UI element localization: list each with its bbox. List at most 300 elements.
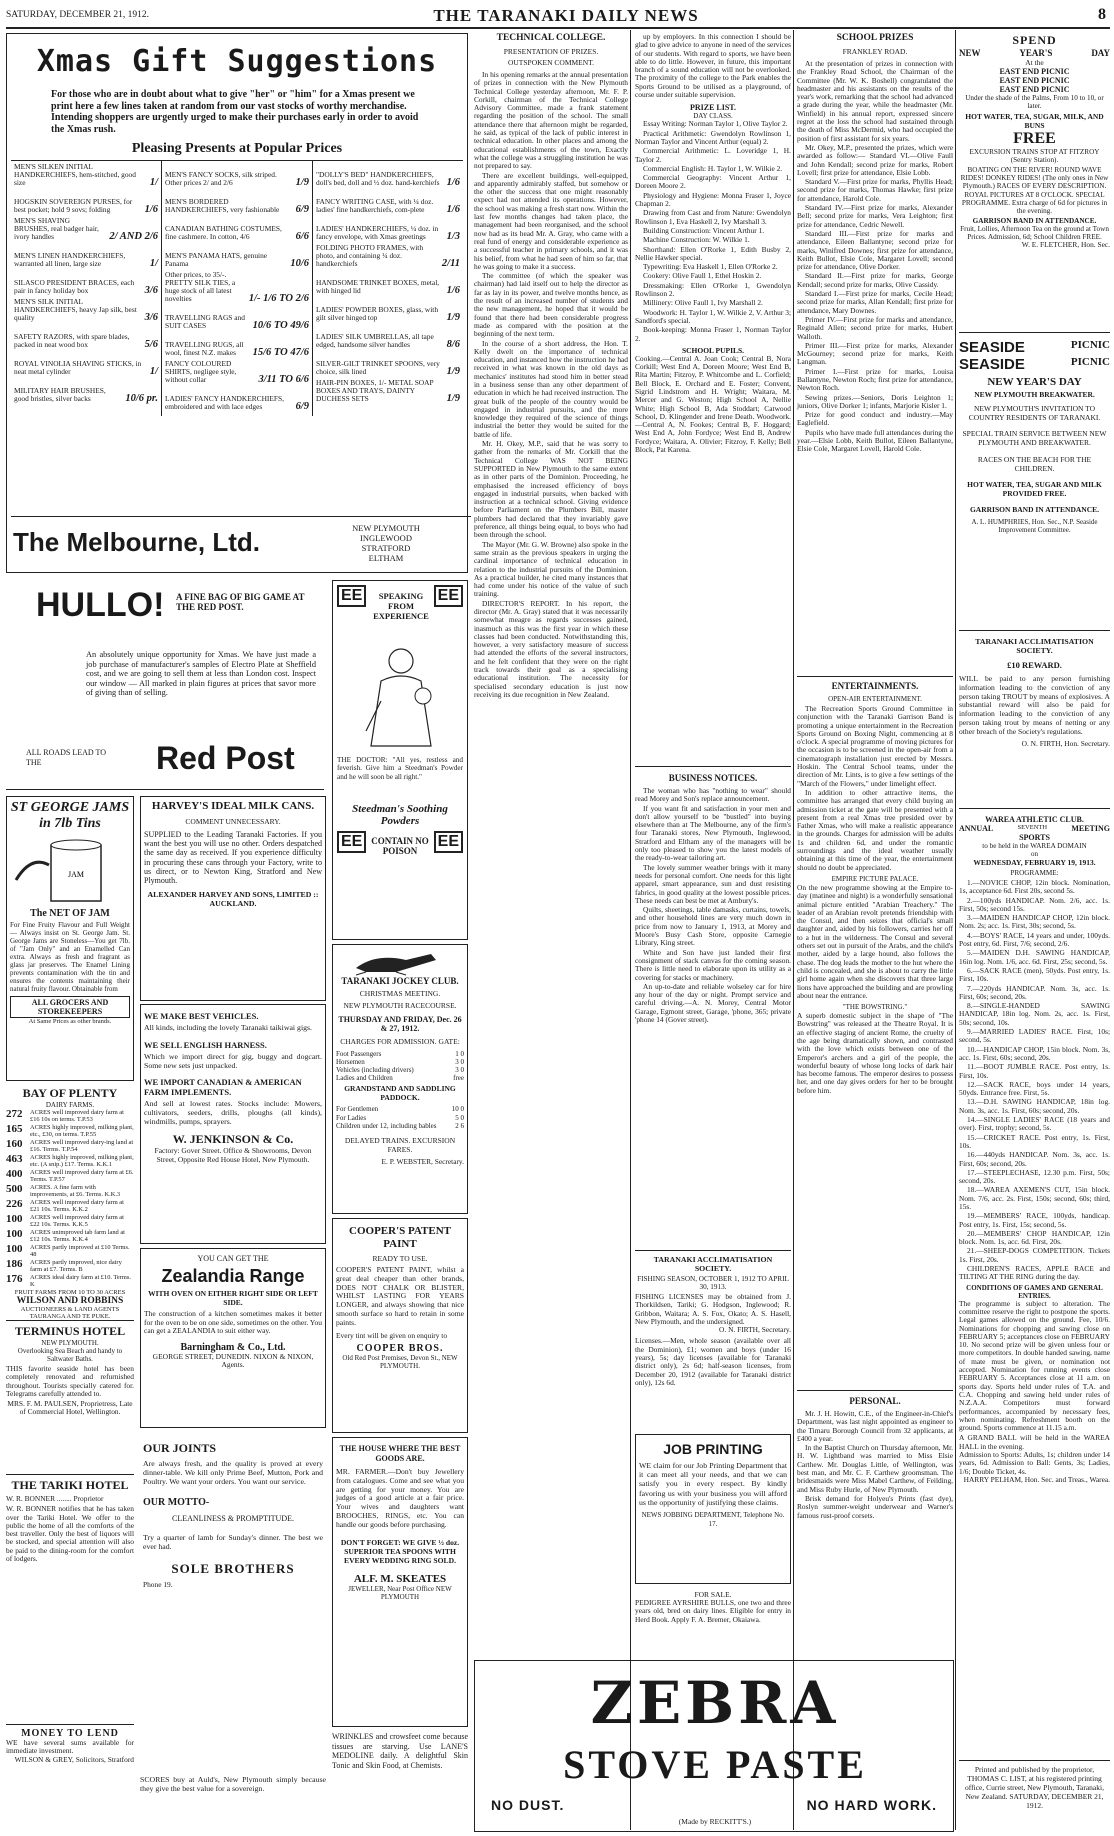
paragraph: Building Construction: Vincent Arthur 1. [643, 225, 765, 235]
town: ELTHAM [368, 553, 404, 563]
for-sale-title: FOR SALE. [694, 1590, 732, 1599]
spend-para: BOATING ON THE RIVER! ROUND WAVE RIDES! DONKEY RIDES! (The only ones in New Plymouth.) RACES OF EVERY DESCRIPTION. ROYAL PICTURES AT 8 O'CLOCK. SPECIAL PROGRAMME. Extra charge of 6d for pictures in the evening. [960, 166, 1109, 216]
gift-price: 1/9 [446, 312, 460, 323]
bop-desc: ACRES well improved dairy-ing land at £16. Terms. T.P.54 [30, 1139, 134, 1153]
bay-of-plenty-ad [6, 1086, 134, 1320]
jam-tin-illustration [11, 835, 129, 905]
bop-desc: ACRES highly improved, milking plant, etc., £30, on terms. T.P.55 [30, 1124, 134, 1138]
empire-heading: EMPIRE PICTURE PALACE. [831, 874, 919, 883]
gift-item [14, 298, 158, 322]
bop-title: BAY OF PLENTY [22, 1086, 118, 1100]
zebra-made: (Made by RECKITT'S.) [678, 1817, 752, 1826]
xmas-item-grid [11, 160, 463, 416]
gift-description: LADIES' SILK UMBRELLAS, all tape edged, handsome silver handles [316, 332, 434, 349]
gift-price: 5/6 [144, 339, 158, 350]
gift-item [165, 190, 309, 214]
gift-price: 1/6 [446, 204, 460, 215]
gift-item [14, 163, 158, 187]
bop-row [6, 1274, 134, 1288]
skeates-name: ALF. M. SKEATES [353, 1572, 447, 1585]
gift-item [316, 190, 460, 214]
spend-sig: W. E. FLETCHER, Hon. Sec. [1021, 240, 1110, 250]
acclimatisation-reward-ad [959, 634, 1110, 809]
zealandia-title: Zealandia Range [161, 1266, 305, 1286]
business-body [635, 787, 791, 1024]
warea-sports: SPORTS [1019, 833, 1050, 842]
accl1-title: TARANAKI ACCLIMATISATION SOCIETY. [653, 1255, 773, 1273]
paragraph: Commercial Arithmetic: L. Loveridge 1, H. Taylor 2. [635, 146, 791, 164]
warea-adm: Admission to Sports: Adults, 1s; children under 14 years, 6d. Admission to Ball: Gents, 3s; Ladies, 1/6; Double Ticket, 4s. [959, 1450, 1110, 1476]
charge-row [336, 1058, 464, 1066]
bop-row [6, 1199, 134, 1213]
picnic-line: EAST END PICNIC [999, 85, 1070, 94]
warea-annual: ANNUAL [959, 824, 994, 833]
paragraph: Commercial English: H. Taylor 1, W. Wilkie 2. [643, 163, 783, 173]
bop-row [6, 1169, 134, 1183]
bop-acres: 500 [6, 1183, 23, 1195]
jenkinson-ad [140, 1004, 326, 1244]
racehorse-illustration [336, 948, 464, 976]
tech-body [474, 71, 628, 699]
skeates-body: MR. FARMER.—Don't buy Jewellery from catalogues. Come and see what you are getting for your money. You are judges of a good article at a fair price. Your wives and daughters want BROOCHES, RINGS, etc. You can handle our goods before purchasing. [336, 1467, 464, 1529]
warea-programme [959, 879, 1110, 1282]
prize-title: PRIZE LIST. [689, 103, 737, 113]
gift-price: 1/9 [295, 177, 309, 188]
paragraph: The lovely summer weather brings with it many needs for personal comfort. One needs for this light apparel, smart appearance, sun and dust resisting fabrics, in good quality at the lowest possible prices. These needs can best be met at Ambury's. [635, 862, 791, 905]
zebra-name: ZEBRA [590, 1669, 840, 1737]
gift-price: 1/ [149, 258, 158, 269]
bop-list [6, 1109, 134, 1288]
ee-logo: EE [337, 831, 366, 853]
gift-description: FANCY COLOURED SHIRTS, negligee style, without collar [165, 359, 237, 384]
svg-text:JAM: JAM [67, 870, 85, 879]
gift-item [165, 387, 309, 411]
xmas-title: Xmas Gift Suggestions [36, 44, 438, 79]
paragraph: 11.—BOOT JUMBLE RACE. Post entry, 1s. First, 10s. [959, 1062, 1110, 1080]
seaside-year: NEW YEAR'S DAY [987, 376, 1082, 388]
gift-item [316, 163, 460, 187]
zebra-no-hard-work: NO HARD WORK. [806, 1797, 937, 1813]
paragraph: Cookery: Olive Faull 1, Ethel Hoskin 2. [643, 271, 762, 281]
warea-date: WEDNESDAY, FEBRUARY 19, 1913. [973, 858, 1096, 867]
paragraph: 8.—SINGLE-HANDED SAWING HANDICAP, 18in log. Nom. 2s, acc. 1s. First, 50s; second, 10s. [959, 1001, 1110, 1027]
bop-acres: 100 [6, 1213, 23, 1225]
gift-item [165, 217, 309, 241]
gift-description: "DOLLY'S BED" HANDKERCHIEFS, doll's bed, doll and ½ doz. hand-kerchiefs [316, 170, 440, 187]
charge-row [336, 1114, 464, 1122]
paragraph: Standard V.—First prize for marks, Phyllis Head; second prize for marks, Thomas Hawke; first prize for attendance, Harold Cole. [797, 177, 953, 203]
jam-title: ST GEORGE JAMS in 7lb Tins [10, 800, 130, 831]
jockey-charges: CHARGES FOR ADMISSION. GATE: [340, 1037, 460, 1046]
joints-title: OUR JOINTS [143, 1441, 217, 1455]
column-rule [955, 30, 956, 1830]
jenkinson-body3: And sell at lowest rates. Stocks include: Mowers, cultivators, seeders, drills, ploughs (all kinds), windmills, pumps, sprayers. [144, 1099, 322, 1126]
seaside-row [959, 339, 1110, 356]
jam-sub: At Same Prices as other brands. [28, 1018, 112, 1025]
charge-label: For Ladies [336, 1113, 367, 1122]
bop-acres: 100 [6, 1243, 23, 1255]
masthead-rule [6, 27, 1110, 29]
gift-price: 10/6 TO 49/6 [252, 320, 309, 331]
page-number: 8 [1098, 6, 1106, 23]
tariki-title: THE TARIKI HOTEL [11, 1478, 129, 1492]
bop-acres: 100 [6, 1228, 23, 1240]
paragraph: 17.—STEEPLECHASE, 12.30 p.m. First, 50s; second, 20s. [959, 1167, 1110, 1186]
gift-item [14, 325, 158, 349]
jam-net: The NET OF JAM [30, 908, 110, 919]
charge-amount: 5 0 [455, 1113, 464, 1122]
paragraph: The Mayor (Mr. G. W. Browne) also spoke in the same strain as the previous speakers in urging the cardinal importance of technical education in relation to the industrial pursuits of the Dominion. As a practical builder, he cited many instances that had come under his notice of the value of such training. [474, 539, 628, 599]
jenkinson-line2: WE SELL ENGLISH HARNESS. [144, 1040, 267, 1050]
bop-acres: 272 [6, 1108, 23, 1120]
paragraph: At the presentation of prizes in connection with the Frankley Road School, the Chairman of the Committee (Mr. W. K. Boshell) congratulated the headmaster and his assistants on the results of the year's work, remarking that the school had advanced a grade during the year, while the headmaster (Mr. Winfield) in his annual report, expressed sincere regret at the loss the school had sustained through the death of Miss McDermid, who had occupied the position of first assistant for six years. [797, 59, 953, 143]
jenkinson-addr: Factory: Gover Street. Office & Showrooms, Devon Street, Opposite Red House Hotel, New Plymouth. [154, 1146, 312, 1164]
red-post-ad [6, 580, 324, 790]
paragraph: 12.—SACK RACE, boys under 14 years, 50yds. Entrance free. First, 5s. [959, 1079, 1110, 1098]
town: INGLEWOOD [360, 533, 412, 543]
gift-description: SAFETY RAZORS, with spare blades, packed in neat wood box [14, 332, 130, 349]
spend-under: Under the shade of the Palms, From 10 to 10, or later. [965, 94, 1104, 110]
spend-excursion: EXCURSION TRAINS STOP AT FITZROY (Sentry Station). [969, 148, 1100, 164]
gift-description: CANADIAN BATHING COSTUMES, fine cashmere. In cotton, 4/6 [165, 224, 282, 241]
prize-day: DAY CLASS. [693, 112, 733, 121]
ent-title: ENTERTAINMENTS. [831, 681, 919, 691]
accl2-reward: £10 REWARD. [1007, 660, 1062, 670]
for-sale-ad [635, 1588, 791, 1658]
paragraph: Mr. Okey, M.P., presented the prizes, which were awarded as follow:— Standard VI.—Olive Faull and John Kendall; second prize for marks, Robert Lovell; first prize for attendance, Elsie Lobb. [797, 142, 953, 177]
joints-try: Try a quarter of lamb for Sunday's dinner. The best we ever had. [143, 1532, 323, 1551]
town: STRATFORD [361, 543, 411, 553]
gift-item [165, 333, 309, 357]
tech-sub: PRESENTATION OF PRIZES. [503, 47, 599, 56]
bop-row [6, 1124, 134, 1138]
paragraph: Mr. H. Okey, M.P., said that he was sorry to gather from the remarks of Mr. Corkill that the Technical College WAS NOT BEING SUPPORTED in New Plymouth to the same extent as in other parts of the Dominion. Proceeding, he emphasised the increased efficiency of boys engaged in industrial pursuits, when backed with instruction at a technical school. Giving evidence before Parliament on the Plumbers Bill, master plumbers had declared that they invariably gave preference, all things being equal, to boys who had been through the school. [474, 439, 628, 540]
town: NEW PLYMOUTH [352, 523, 420, 533]
spend-day: DAY [1091, 48, 1110, 58]
harvey-title: HARVEY'S IDEAL MILK CANS. [151, 800, 315, 812]
accl2-title: TARANAKI ACCLIMATISATION SOCIETY. [975, 637, 1094, 655]
warea-on: on [1031, 850, 1038, 858]
zealandia-addr: GEORGE STREET, DUNEDIN. NIXON & NIXON, Agents. [152, 1351, 314, 1370]
charge-label: Children under 12, including bables [336, 1121, 437, 1130]
gift-description: MEN'S LINEN HANDKERCHIEFS, warranted all linen, large size [14, 251, 126, 268]
picnic-line: EAST END PICNIC [999, 76, 1070, 85]
jenkinson-line1: WE MAKE BEST VEHICLES. [144, 1011, 259, 1021]
paragraph: DIRECTOR'S REPORT. In his report, the director (Mr. A. Gray) stated that it was necessarily somewhat meagre as regards successes gained, inasmuch as this was the first year in which these classes had been conducted. Notwithstanding this, however, a very satisfactory measure of success had attended the efforts of the several instructors, and he felt confident that they were on the right track towards their goal as a specialising educational institution. The necessity for specialised secondary education is just now receiving its due recognition in New Zealand. [474, 598, 628, 699]
jam-body: For Fine Fruity Flavour and Full Weight — Always insist on St. George Jam. St. George Jams are Stoneless—You get 7lb. of "Jam Only" and an Enamelled Can extra. Always as fresh and fragrant as glass jar preserves. The Enamel Lining prevents contamination with the tin and ensures the contents maintaining their natural fruity flavour. Obtainable from [10, 921, 130, 993]
bop-desc: ACRES well improved dairy farm at £16 10s on terms. T.P.53 [30, 1109, 124, 1123]
skeates-forget: DON'T FORGET: WE GIVE ½ doz. SUPERIOR TEA SPOONS WITH EVERY WEDDING RING SOLD. [340, 1537, 460, 1565]
paragraph: Prize for good conduct and industry.—May Eaglefield. [797, 410, 953, 428]
gift-description: FOLDING PHOTO FRAMES, with photo, and containing ¼ doz. handkerchiefs [316, 243, 424, 268]
bop-acres: 176 [6, 1273, 23, 1285]
our-joints-ad [140, 1432, 326, 1752]
coopers-paint-ad [332, 1218, 468, 1433]
gift-price: 2/11 [441, 258, 460, 269]
gift-item [14, 190, 158, 214]
paragraph: 3.—MAIDEN HANDICAP CHOP, 12in block. Nom. 2s; acc. 1s. First, 30s; second, 5s. [959, 913, 1110, 931]
terminus-sig: MRS. F. M. PAULSEN, Proprietress, Late of Commercial Hotel, Wellington. [7, 1399, 133, 1417]
skeates-sub: JEWELLER, Near Post Office NEW PLYMOUTH [348, 1584, 452, 1601]
motto-text: CLEANLINESS & PROMPTITUDE. [171, 1513, 294, 1523]
steedman-head: SPEAKING FROM EXPERIENCE [373, 591, 429, 621]
gift-price: 1/9 [446, 393, 460, 404]
bop-sub: DAIRY FARMS. [45, 1101, 95, 1109]
paragraph: Millinery: Olive Faull 1, Ivy Marshall 2. [643, 298, 763, 308]
spend-at: At the [1025, 58, 1044, 67]
coopers-body: COOPER'S PATENT PAINT, whilst a great deal cheaper than other brands, DOES NOT CHALK OR BLISTER, WHILST LASTING FOR YEARS LONGER, and always showing that nice smooth surface so hard to retain in some paints. [336, 1265, 464, 1327]
gift-description: LADIES' POWDER BOXES, glass, with gilt silver hinged top [316, 305, 439, 322]
money-sig: WILSON & GREY, Solicitors, Stratford [14, 1754, 134, 1764]
paragraph: Standard I.—First prize for marks, Cecile Head; second prize for marks, Allan Kendall; first prize for attendance, Mary Downes. [797, 289, 953, 315]
melbourne-footer [11, 516, 471, 566]
skeates-jeweller-ad [332, 1437, 468, 1727]
paragraph: In the course of a short address, the Hon. T. Kelly dwelt on the importance of technical education, and instanced how the instruction he had received in what was known in the old days as mechanics' institutes had stood him in better stead in a business sense than any other department of education in which he had received instruction. The great bulk of the people of the country would be engaged in industrial pursuits, and the more knowledge they required of the science of things industrial the better they would be suited for the battle of life. [474, 338, 628, 439]
jenkinson-line3: WE IMPORT CANADIAN & AMERICAN FARM IMPLEMENTS. [144, 1077, 302, 1097]
paragraph: 19.—MEMBERS' RACE, 100yds, handicap. Post entry, 1s. First, 15s; second, 5s. [959, 1211, 1110, 1229]
paragraph: 13.—D.H. SAWING HANDICAP, 18in log. Nom. 3s, acc. 1s. First, 60s; second, 20s. [959, 1097, 1110, 1115]
paragraph: Primer I.—First prize for marks, Louisa Ballantyne, Newton Roch; first prize for attendance, Newton Roch. [797, 366, 953, 393]
seaside-hot: HOT WATER, TEA, SUGAR AND MILK PROVIDED FREE. [967, 480, 1102, 498]
seaside-races: RACES ON THE BEACH FOR THE CHILDREN. [977, 454, 1092, 473]
prize-list-article [635, 33, 791, 763]
gift-item [316, 352, 460, 376]
tariki-hotel-ad [6, 1474, 134, 1724]
zealandia-firm: Barningham & Co., Ltd. [180, 1341, 286, 1353]
bowstring-body: A superb domestic subject in the shape of "The Bowstring" was released at the Theatre Royal. It is an effective staging of ancient Rome, the cruelty of the age being dramatically shown, and contrasted with the love which exists between one of the Emperor's archers and a girl of the people, the wonderful beauty of whose long locks of dark hair has become famous. The emperor desires to possess her, and one day gives orders for her to be brought before him. [797, 1011, 953, 1095]
paragraph: Primer III.—First prize for marks, Alexander McGourney; second prize for marks, Keith Langman. [797, 340, 953, 367]
tariki-body: W. R. BONNER notifies that he has taken over the Tariki Hotel. We offer to the public the home of all the comforts of the best traveller. Only the best of liquors will be stocked, and special attention will also be paid to the dining-room for the comfort of lodgers. [6, 1504, 134, 1564]
scores-ad: SCORES buy at Auld's, New Plymouth simply because they give the best value for a sovereign. [140, 1775, 326, 1793]
red-post-body: An absolutely unique opportunity for Xmas. We have just made a job purchase of manufacturer's samples of Electro Plate at Sheffield cost, and we are going to sell them at less than London cost. Inspect our window — All marked in plain figures at prices that savor more of giving than of selling. [86, 650, 316, 698]
gift-item [165, 306, 309, 330]
bop-row [6, 1184, 134, 1198]
gift-item [316, 379, 460, 403]
paragraph: 4.—BOYS' RACE, 14 years and under, 100yds. Post entry, 6d. First, 7/6; second, 2/6. [959, 930, 1110, 949]
gift-item [316, 244, 460, 268]
paragraph: Essay Writing: Norman Taylor 1, Olive Taylor 2. [643, 119, 788, 129]
gift-description: HAIR-PIN BOXES, 1/- METAL SOAP BOXES AND TRAYS, DAINTY DUCHESS SETS [316, 378, 434, 403]
school-prizes-sub: FRANKLEY ROAD. [842, 47, 908, 56]
charge-row [336, 1050, 464, 1058]
gift-price: 1/ [149, 366, 158, 377]
bop-desc: ACRES. A fine farm with improvements, at £6. Terms. K.K.3 [30, 1184, 121, 1198]
gift-description: MEN'S FANCY SOCKS, silk striped. Other prices 2/ and 2/6 [165, 170, 277, 187]
lanes-medoline-ad: WRINKLES and crowsfeet come because tissues are starving. Use LANE'S MEDOLINE daily. A delightful Skin Tonic and Skin Food, at Chemists. [332, 1732, 468, 1770]
seaside-word: SEASIDE [959, 356, 1025, 373]
paragraph: 14.—SINGLE LADIES' RACE (18 years and over). First, trophy; second, 5s. [959, 1115, 1110, 1133]
bowstring-heading: "THE BOWSTRING." [842, 1003, 908, 1012]
spend-band: GARRISON BAND IN ATTENDANCE. [972, 217, 1097, 226]
paragraph: 6.—SACK RACE (men), 50yds. Post entry, 1s. First, 10s. [959, 965, 1110, 984]
empire-body: On the new programme showing at the Empire to-day (matinee and night) is a wonderfully sensational animal picture entitled "Arabian Treachery." The leader of an Arabian revolt pretends friendship with the Consul, and then seizes that official's small daughter and, aided by his followers, carries her off to a hut in the wilderness. The Consul and several others set out in pursuit of the Arabs, and the child's mother, aided by a large hound, also follows the chase. The dog leads the mother to the hut where the child is concealed, and she is about to carry the little girl home again when she discovers that three large lions have approached the building and are prowling about near the entrance. [797, 882, 953, 1000]
gift-item [14, 244, 158, 268]
gift-description: MEN'S SILK INITIAL HANDKERCHIEFS, heavy Jap silk, best quality [14, 297, 137, 322]
gift-price: 6/9 [295, 401, 309, 412]
gift-description: FANCY WRITING CASE, with ¼ doz. ladies' fine handkerchiefs, com-plete [316, 197, 434, 214]
harvey-sub: COMMENT UNNECESSARY. [185, 817, 281, 826]
imprint [959, 1760, 1110, 1832]
bop-acres: 400 [6, 1168, 23, 1180]
coopers-title: COOPER'S PATENT PAINT [349, 1225, 451, 1250]
gift-item [14, 352, 158, 376]
paragraph: 9.—MARRIED LADIES' RACE. First, 10s; second, 5s. [959, 1027, 1110, 1045]
jockey-place: NEW PLYMOUTH RACECOURSE. [343, 1001, 457, 1010]
gift-description: HANDSOME TRINKET BOXES, metal, with hinged lid [316, 278, 440, 295]
jockey-sub: CHRISTMAS MEETING. [359, 989, 441, 998]
picnic-word: PICNIC [1070, 356, 1110, 368]
paragraph: There are excellent buildings, well-equipped, and apparently admirably staffed, but somehow or the other the success that one might reasonably expect had not attended its operations. However, the school was making a fresh start now. Within the last few months changes had taken place, the management had been reorganised, and the school now had as its head Mr. A. Gray, who came with a real fund of energy and considerable experience as a successful teacher in primary schools, and it was his belief, from what he had seen of him so far, that he was going to make it a success. [474, 170, 628, 271]
paragraph: Practical Arithmetic: Gwendolyn Rowlinson 1, Norman Taylor and Vincent Arthur (equal) 2. [635, 128, 791, 146]
steedman-contain: CONTAIN NO POISON [371, 836, 429, 856]
xmas-column [11, 161, 162, 416]
bop-acres: 165 [6, 1123, 23, 1135]
bop-desc: ACRES ideal dairy farm at £10. Terms. K [30, 1274, 131, 1288]
charge-amount: 2 6 [455, 1121, 464, 1130]
gift-item [14, 217, 158, 241]
gift-description: TRAVELLING RUGS, all wool, finest N.Z. makes [165, 340, 244, 357]
paragraph: 7.—220yds HANDICAP. Nom. 3s, acc. 1s. First, 60s; second, 20s. [959, 983, 1110, 1001]
masthead [6, 4, 1110, 26]
spend-new: NEW [959, 48, 981, 58]
bop-desc: ACRES unimproved tab farm land at £12 10s. Terms. K.K.4 [30, 1229, 125, 1243]
jockey-dates: THURSDAY AND FRIDAY, Dec. 26 & 27, 1912. [338, 1015, 462, 1033]
gift-price: 1/- 1/6 TO 2/6 [248, 293, 309, 304]
gift-price: 6/6 [295, 231, 309, 242]
business-title: BUSINESS NOTICES. [668, 773, 758, 783]
ent-body [797, 705, 953, 872]
bop-acres: 186 [6, 1258, 23, 1270]
zebra-no-dust: NO DUST. [491, 1797, 565, 1813]
gift-price: 1/3 [446, 231, 460, 242]
charge-label: Vehicles (including drivers) [336, 1065, 414, 1074]
paragraph: 20.—MEMBERS' CHOP HANDICAP, 12in block. Nom. 1s, acc. 6d. First, 20s. [959, 1228, 1110, 1247]
jockey-title: TARANAKI JOCKEY CLUB. [341, 976, 459, 986]
warea-cond-heading: CONDITIONS OF GAMES AND GENERAL ENTRIES. [966, 1283, 1103, 1300]
job-body: WE claim for our Job Printing Department that it can meet all your needs, and that we can satisfy you in every respect. By kindly favoring us with your business you will afford us the opportunity of justifying these claims. [639, 1461, 787, 1507]
gift-description: ROYAL VINOLIA SHAVING STICKS, in neat metal cylinder [14, 359, 142, 376]
gift-description: MILITARY HAIR BRUSHES, good bristles, silver backs [14, 386, 106, 403]
prize-col-body [635, 33, 791, 99]
charge-label: Ladies and Children [336, 1074, 393, 1083]
job-title: JOB PRINTING [663, 1441, 763, 1457]
gift-description: MEN'S BORDERED HANDKERCHIEFS, very fashionable [165, 197, 280, 214]
money-body: WE have several sums available for immediate investment. [6, 1738, 134, 1756]
zealandia-sub: WITH OVEN ON EITHER RIGHT SIDE OR LEFT SIDE. [148, 1289, 318, 1307]
paragraph: 18.—WAREA AXEMEN'S CUT, 15in block. Nom. 7/6, acc. 2s. First, 150s; second, 60s; third, 15s. [959, 1185, 1110, 1211]
paragraph: In the Baptist Church on Thursday afternoon, Mr. H. W. Lightband was married to Miss Elsie Carthew. Mr. Douglas Little, of Wellington, was best man, and Mr. C. F. Carthew groomsman. The bridesmaids were Miss Mabel Carthew, of Feilding, and Miss Ruby Hurle, of New Plymouth. [797, 1443, 953, 1494]
bop-agent-sub: AUCTIONEERS & LAND AGENTS TAURANGA AND TE PUKE. [20, 1306, 120, 1320]
school-pupils-heading: SCHOOL PUPILS. [681, 345, 745, 355]
spend-top: SPEND [1012, 33, 1057, 47]
business-notices [635, 766, 791, 1246]
charge-label: Horsemen [336, 1057, 365, 1066]
school-pupils-body: Cooking.—Central A. Joan Cook; Central B, Nora Corkill; West End A, Doreen Moore; West End B, Rita Martin; Fitzroy, P. Whitcombe and L. Corfield; Bell Block, E. Orchard and E. Foster; Convent, Sigrid Lindstrom and H. Wright; Waitara, M. Mercer and G. Weston; High School A, Nellie White; High School B, Ada Stoddart; Catwood School, D. Klingender and Irene Death. Woodwork.—Central A, N. Fookes; Central B, F. Hoggard; West End A, John Fordyce; West End B, Andrew Fordyce; Waitara, A. Olivier; Fitzroy, F. Kelly; Bell Block, Pat Karena. [635, 353, 791, 455]
paragraph: The woman who has "nothing to wear" should read Morey and Son's replace announcement. [635, 786, 791, 804]
ee-logo: EE [434, 831, 463, 853]
jenkinson-body1: All kinds, including the lovely Taranaki taikiwai gigs. [144, 1023, 312, 1032]
gift-price: 10/6 pr. [125, 393, 158, 404]
seaside-place: NEW PLYMOUTH BREAKWATER. [974, 390, 1095, 399]
gift-description: MEN'S SILKEN INITIAL HANDKERCHIEFS, hem-stitched, good size [14, 162, 136, 187]
warea-title: WAREA ATHLETIC CLUB. [985, 815, 1084, 824]
bop-row [6, 1244, 134, 1258]
paragraph: 5.—MAIDEN D.H. SAWING HANDICAP, 16in log. Nom. 1/6, acc. 6d. First, 25s; second, 5s. [959, 948, 1110, 966]
charge-amount: 3 0 [455, 1065, 464, 1074]
charge-amount: free [453, 1074, 464, 1083]
personal-column [797, 1390, 953, 1655]
gift-price: 1/6 [144, 204, 158, 215]
job-dept: NEWS JOBBING DEPARTMENT, Telephone No. 17. [641, 1511, 785, 1528]
gift-description: Other prices, to 35/-. PRETTY SILK TIES, a huge stock of all latest novelties [165, 270, 236, 303]
accl1-sub: FISHING SEASON, OCTOBER 1, 1912 TO APRIL 30, 1913. [637, 1275, 789, 1291]
gift-price: 1/9 [446, 366, 460, 377]
paragraph: Standard IV.—First prize for marks, Alexander Bell; second prize for marks, Vera Leighton; first prize for attendance, Cedric Newell. [797, 203, 953, 229]
spend-fruit: Fruit, Lollies, Afternoon Tea on the ground at Town Prices. Admission, 6d; School Children FREE. [960, 225, 1109, 242]
joints-phone: Phone 19. [143, 1580, 173, 1590]
zealandia-top: YOU CAN GET THE [197, 1254, 269, 1263]
bop-row [6, 1259, 134, 1273]
gift-item [14, 271, 158, 295]
gift-price: 6/9 [295, 204, 309, 215]
gift-price: 3/6 [144, 312, 158, 323]
school-prizes-article [797, 33, 953, 673]
harvey-milk-cans-ad [140, 796, 326, 1001]
bop-desc: ACRES partly improved, nice dairy farm at £7. Terms. B [30, 1259, 122, 1273]
paragraph: Woodwork: H. Taylor 1, W. Wilkie 2, V. Arthur 3; Sandford's special. [635, 307, 791, 325]
for-sale-body: PEDIGREE AYRSHIRE BULLS, one two and three years old, bred on dairy lines. Eligible for entry in Herd Book. Apply F. A. Bremer, Okaiawa. [635, 1598, 791, 1624]
charge-row [336, 1066, 464, 1074]
paragraph: Commercial Geography: Vincent Arthur 1, Doreen Moore 2. [635, 173, 791, 191]
acclimatisation-fishing-ad [635, 1250, 791, 1430]
seaside-train: SPECIAL TRAIN SERVICE BETWEEN NEW PLYMOUTH AND BREAKWATER. [962, 429, 1107, 448]
seaside-sig: A. L. HUMPHRIES, Hon. Sec., N.P. Seaside Improvement Committee. [971, 517, 1098, 534]
gift-price: 3/6 [144, 285, 158, 296]
coopers-sub: READY TO USE. [372, 1254, 428, 1263]
terminus-hotel-ad [6, 1320, 134, 1470]
paragraph: In addition to other attractive items, the committee has arranged that every child buying an admission ticket at the gate will be presented with a present from a real Xmas tree presided over by Father Xmas, who will make a realistic appearance in the grounds. Charges for admission will be adults 1s and children 6d, and under the romantic surroundings and the ideal weather usually obtaining at this time of the year, the entertainment should no doubt be appreciated. [797, 787, 953, 872]
bop-agent: WILSON AND ROBBINS [16, 1296, 124, 1306]
accl2-body: WILL be paid to any person furnishing information leading to the conviction of any person taking TROUT by means of explosives. A substantial reward will also be paid for information leading to the conviction of any person taking trout by means of netting or any other breach of the Society's regulations. [959, 674, 1110, 736]
gift-price: 1/6 [446, 285, 460, 296]
charge-row [336, 1122, 464, 1130]
seaside-inv: NEW PLYMOUTH'S INVITATION TO COUNTRY RESIDENTS OF TARANAKI. [968, 404, 1101, 422]
gift-price: 1/6 [446, 177, 460, 188]
spend-free: FREE [1013, 130, 1056, 147]
paragraph: Quilts, sheetings, table damasks, curtains, towels, and other household lines are very much down in price from now to January 1, 1913, at Morey and Moore's Busy Cash Store, opposite Carnegie Library, King street. [635, 905, 791, 948]
gift-price: 10/6 [290, 258, 309, 269]
gift-item [165, 360, 309, 384]
jockey-sig: E. P. WEBSTER, Secretary. [381, 1156, 464, 1166]
bop-desc: ACRES well improved dairy farm at £6. Terms. T.P.57 [30, 1169, 134, 1183]
paragraph: 10.—HANDICAP CHOP, 15in block. Nom. 3s, acc. 1s. First, 60s; second, 20s. [959, 1044, 1110, 1062]
picnic-line: EAST END PICNIC [999, 67, 1070, 76]
zebra-sub: STOVE PASTE [563, 1742, 867, 1787]
paragraph: 15.—CRICKET RACE. Post entry, 1s. First, 10s. [959, 1132, 1110, 1150]
bop-row [6, 1154, 134, 1168]
entertainments-article [797, 676, 953, 1386]
xmas-subtitle: Pleasing Presents at Popular Prices [131, 141, 343, 156]
xmas-column [162, 161, 313, 416]
coopers-every: Every tint will be given on enquiry to [336, 1330, 448, 1340]
accl1-sig: O. N. FIRTH, Secretary. [719, 1325, 791, 1335]
ee-logo: EE [337, 585, 366, 607]
paragraph: Mr. J. H. Howitt, C.E., of the Engineer-in-Chief's Department, was last night appointed as engineer to the Timaru Borough Council from 32 applicants, at £400 a year. [797, 1409, 953, 1443]
paragraph: Standard III.—First prize for marks and attendance, Eileen Ballantyne; second prize for marks, Winifred Downes; first prize for attendance, Keith Bullot, Elsie Cole, Margaret Lovell; second prize for attendance, Olive Dorker. [797, 228, 953, 272]
steedman-quote: THE DOCTOR: "All yes, restless and feverish. Give him a Steedman's Powder and he will soon be all right." [337, 756, 463, 781]
mother-child-illustration [351, 641, 451, 751]
gift-description: LADIES' FANCY HANDKERCHIEFS, embroidered and with lace edges [165, 394, 284, 411]
